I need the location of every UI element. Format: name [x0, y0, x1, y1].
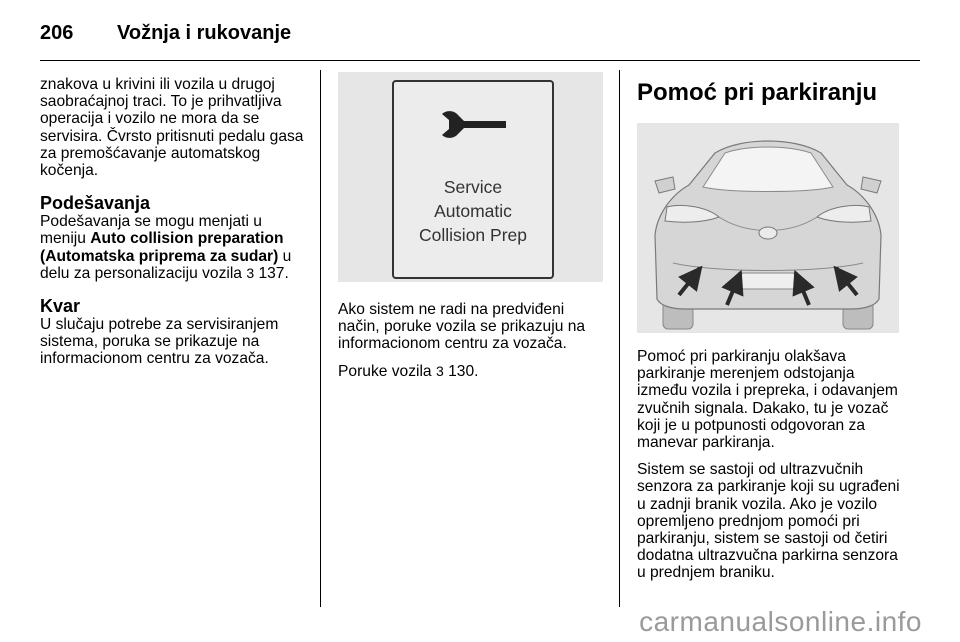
page-reference[interactable]: 137 — [258, 264, 285, 282]
column-divider-2 — [619, 70, 620, 607]
parking-assist-description: Pomoć pri parkiranju olakšava parkiranje merenjem odstojanja između vozila i prepreka, i odavanjem zvučnih signala. Dakako, tu je vozač koji je u potpunosti odgovoran za manevar parkiranja. — [637, 348, 898, 452]
wrench-icon — [440, 110, 508, 140]
vehicle-messages-ref: Poruke vozila 3 130. — [338, 362, 479, 380]
parking-assist-heading: Pomoć pri parkiranju — [637, 79, 878, 106]
column-2 — [338, 76, 603, 390]
page-reference[interactable]: 130 — [448, 362, 475, 380]
message-line-2: Automatic — [434, 201, 512, 221]
column-divider-1 — [320, 70, 321, 607]
site-watermark: carmanualsonline.info — [639, 606, 922, 637]
intro-paragraph: znakova u krivini ili vozila u drugoj saobraćajnoj traci. To je prihvatljiva operacija i vozilo ne mora da se servisira. Čvrsto pritisnuti pedalu gasa za premošćavanje automatskog kočenja. — [40, 76, 304, 180]
car-rear-icon — [637, 123, 899, 333]
column-1 — [40, 76, 312, 378]
ref-text: Poruke vozila — [338, 362, 436, 380]
menu-name: Auto collision preparation (Automatska priprema za sudar) — [40, 230, 284, 265]
car-rear-illustration — [637, 123, 899, 333]
page-number: 206 — [40, 22, 74, 44]
header-rule — [40, 60, 920, 61]
column-3 — [637, 76, 909, 592]
info-display — [392, 80, 554, 279]
service-message-illustration — [338, 72, 603, 282]
settings-paragraph: Podešavanja se mogu menjati u meniju Auto collision preparation (Automatska priprema za sudar) u delu za personalizaciju vozila 3 137. — [40, 213, 292, 282]
fault-heading: Kvar — [40, 296, 81, 317]
message-line-1: Service — [443, 177, 503, 197]
malfunction-paragraph: Ako sistem ne radi na predviđeni način, poruke vozila se prikazuju na informacionom centru za vozača. — [338, 301, 586, 353]
service-message — [394, 175, 552, 247]
page-ref-arrow-icon: 3 — [246, 264, 255, 281]
page-ref-arrow-icon: 3 — [435, 362, 444, 379]
settings-heading: Podešavanja — [40, 193, 151, 214]
message-line-3: Collision Prep — [419, 225, 527, 245]
settings-text-end: u delu za personalizaciju vozila — [40, 247, 292, 282]
section-title: Vožnja i rukovanje — [117, 22, 292, 44]
fault-paragraph: U slučaju potrebe za servisiranjem sistema, poruka se prikazuje na informacionom centru za vozača. — [40, 316, 279, 368]
settings-text-start: Podešavanja se mogu menjati u meniju — [40, 213, 262, 248]
sensor-system-description: Sistem se sastoji od ultrazvučnih senzora za parkiranje koji su ugrađeni u zadnji branik vozila. Ako je vozilo opremljeno prednjom pomoći pri parkiranju, sistem se sastoji od četiri dodatna ultrazvučna parkirna senzora u prednjem braniku. — [637, 461, 900, 582]
